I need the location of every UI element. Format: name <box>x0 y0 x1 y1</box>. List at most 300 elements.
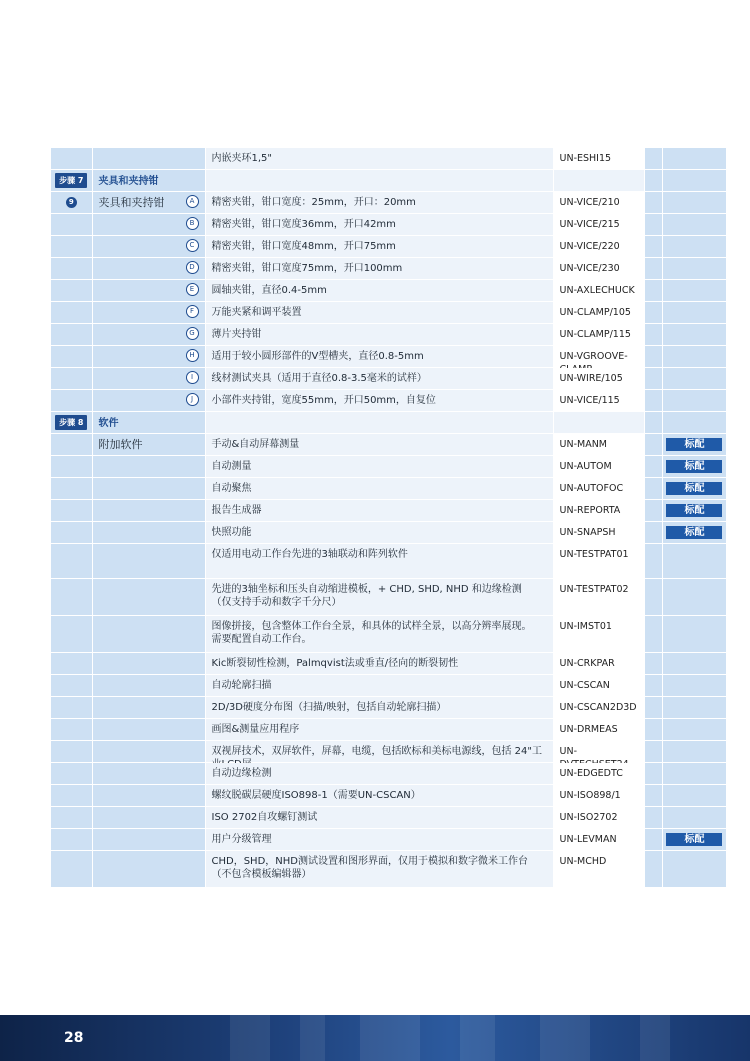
step-badge: 步骤 7 <box>55 173 87 188</box>
description-text: （仅支持手动和数字千分尺） <box>211 597 342 608</box>
option-letter-icon: J <box>186 393 199 406</box>
badge-cell <box>663 368 726 389</box>
description-cell <box>206 192 554 213</box>
spacer-cell <box>645 616 663 652</box>
description-cell <box>206 302 554 323</box>
description-cell <box>206 763 554 784</box>
standard-badge: 标配 <box>666 833 722 846</box>
spacer-cell <box>645 807 663 828</box>
product-code: UN-MCHD <box>559 856 607 867</box>
product-code: UN- <box>559 746 578 757</box>
description-cell <box>206 214 554 235</box>
step-cell <box>51 258 93 279</box>
product-code: UN-AUTOFOC <box>559 483 624 494</box>
section-title: 夹具和夹持钳 <box>98 176 159 187</box>
table-row <box>51 192 726 214</box>
badge-cell <box>663 390 726 411</box>
product-code: UN-CRKPAR <box>559 658 615 669</box>
badge-cell <box>663 829 726 850</box>
description-cell <box>206 544 554 578</box>
product-code: UN-LEVMAN <box>559 834 617 845</box>
step-cell <box>51 280 93 301</box>
table-row <box>51 434 726 456</box>
description-cell <box>206 324 554 345</box>
group-cell <box>93 697 206 718</box>
description-cell <box>206 434 554 455</box>
step-cell <box>51 829 93 850</box>
code-cell <box>554 763 645 784</box>
description-cell <box>206 522 554 543</box>
code-cell <box>554 368 645 389</box>
step-cell <box>51 236 93 257</box>
spacer-cell <box>645 522 663 543</box>
step-cell <box>51 302 93 323</box>
badge-cell <box>663 456 726 477</box>
description-text: 适用于较小圆形部件的V型槽夹，直径0.8-5mm <box>211 351 424 362</box>
code-cell <box>554 851 645 887</box>
description-text: 2D/3D硬度分布图（扫描/映射，包括自动轮廓扫描） <box>211 702 447 713</box>
code-cell <box>554 719 645 740</box>
description-text: 精密夹钳，钳口宽度：25mm，开口：20mm <box>211 197 416 208</box>
step-badge: 步骤 8 <box>55 415 87 430</box>
product-code: UN-VICE/220 <box>559 241 620 252</box>
spacer-cell <box>645 302 663 323</box>
description-cell <box>206 719 554 740</box>
spacer-cell <box>645 192 663 213</box>
description-text: 万能夹紧和调平装置 <box>211 307 302 318</box>
section-title: 软件 <box>98 418 119 429</box>
description-cell <box>206 280 554 301</box>
step-cell <box>51 675 93 696</box>
spacer-cell <box>645 236 663 257</box>
badge-cell <box>663 302 726 323</box>
group-cell <box>93 829 206 850</box>
product-code: UN-DRMEAS <box>559 724 618 735</box>
spacer-cell <box>645 412 663 433</box>
code-cell <box>554 785 645 806</box>
spacer-cell <box>645 478 663 499</box>
description-text: 圆轴夹钳，直径0.4-5mm <box>211 285 327 296</box>
product-code: UN-VICE/230 <box>559 263 620 274</box>
description-cell <box>206 368 554 389</box>
group-cell <box>93 522 206 543</box>
description-cell <box>206 346 554 367</box>
description-cell <box>206 653 554 674</box>
group-cell <box>93 412 206 433</box>
description-text: （不包含模板编辑器） <box>211 869 312 880</box>
code-cell <box>554 741 645 762</box>
group-cell <box>93 170 206 191</box>
step-cell <box>51 346 93 367</box>
group-cell <box>93 653 206 674</box>
code-cell <box>554 236 645 257</box>
description-cell <box>206 829 554 850</box>
table-row <box>51 258 726 280</box>
table-row <box>51 214 726 236</box>
code-cell <box>554 653 645 674</box>
code-cell <box>554 390 645 411</box>
badge-cell <box>663 785 726 806</box>
description-text: 图像拼接，包含整体工作台全景，和具体的试样全景，以高分辨率展现。 <box>211 621 532 632</box>
table-row <box>51 280 726 302</box>
description-text: CHD，SHD，NHD测试设置和图形界面，仅用于模拟和数字微米工作台 <box>211 856 528 867</box>
description-text: 手动&自动屏幕测量 <box>211 439 300 450</box>
badge-cell <box>663 236 726 257</box>
description-text: 自动轮廓扫描 <box>211 680 272 691</box>
badge-cell <box>663 719 726 740</box>
description-cell <box>206 851 554 887</box>
code-cell <box>554 412 645 433</box>
code-cell <box>554 500 645 521</box>
description-text: 自动聚焦 <box>211 483 252 494</box>
group-cell <box>93 807 206 828</box>
description-cell <box>206 579 554 615</box>
step-cell <box>51 478 93 499</box>
description-cell <box>206 456 554 477</box>
step-cell <box>51 719 93 740</box>
badge-cell <box>663 851 726 887</box>
description-text: 精密夹钳，钳口宽度75mm，开口100mm <box>211 263 403 274</box>
table-row <box>51 346 726 368</box>
description-text: 精密夹钳，钳口宽度48mm，开口75mm <box>211 241 396 252</box>
table-row <box>51 544 726 579</box>
description-text: 先进的3轴坐标和压头自动缩进模板，+ CHD, SHD, NHD 和边缘检测 <box>211 584 522 595</box>
step-cell <box>51 653 93 674</box>
table-row <box>51 741 726 763</box>
badge-cell <box>663 579 726 615</box>
description-cell <box>206 412 554 433</box>
step-cell <box>51 697 93 718</box>
spacer-cell <box>645 214 663 235</box>
description-cell <box>206 390 554 411</box>
spacer-cell <box>645 390 663 411</box>
step-cell <box>51 390 93 411</box>
description-cell <box>206 785 554 806</box>
spacer-cell <box>645 324 663 345</box>
table-row <box>51 697 726 719</box>
step-cell <box>51 785 93 806</box>
description-text: 报告生成器 <box>211 505 262 516</box>
group-cell <box>93 851 206 887</box>
step-cell <box>51 763 93 784</box>
spacer-cell <box>645 368 663 389</box>
description-cell <box>206 741 554 762</box>
badge-cell <box>663 697 726 718</box>
spacer-cell <box>645 434 663 455</box>
description-text: 精密夹钳，钳口宽度36mm，开口42mm <box>211 219 396 230</box>
table-row <box>51 719 726 741</box>
table-row <box>51 785 726 807</box>
option-letter-icon: F <box>186 305 199 318</box>
badge-cell <box>663 500 726 521</box>
description-text: ISO 2702自攻螺钉测试 <box>211 812 318 823</box>
group-cell <box>93 390 206 411</box>
table-row <box>51 390 726 412</box>
section-header-row <box>51 170 726 192</box>
group-cell <box>93 785 206 806</box>
group-label: 附加软件 <box>98 438 143 451</box>
group-cell <box>93 500 206 521</box>
description-cell <box>206 148 554 169</box>
badge-cell <box>663 258 726 279</box>
spacer-cell <box>645 500 663 521</box>
badge-cell <box>663 544 726 578</box>
table-row <box>51 653 726 675</box>
option-letter-icon: B <box>186 217 199 230</box>
group-cell <box>93 741 206 762</box>
code-cell <box>554 258 645 279</box>
description-text: 小部件夹持钳，宽度55mm，开口50mm，自复位 <box>211 395 436 406</box>
code-cell <box>554 280 645 301</box>
step-cell <box>51 616 93 652</box>
table-row <box>51 500 726 522</box>
description-cell <box>206 807 554 828</box>
standard-badge: 标配 <box>666 504 722 517</box>
badge-cell <box>663 653 726 674</box>
standard-badge: 标配 <box>666 438 722 451</box>
description-text: 仅适用电动工作台先进的3轴联动和阵列软件 <box>211 549 408 560</box>
code-cell <box>554 675 645 696</box>
code-cell <box>554 807 645 828</box>
table-row <box>51 829 726 851</box>
code-cell <box>554 324 645 345</box>
description-text: 自动测量 <box>211 461 252 472</box>
step-cell <box>51 456 93 477</box>
badge-cell <box>663 148 726 169</box>
group-cell <box>93 763 206 784</box>
description-text: 双视屏技术，双屏软件，屏幕，电缆，包括欧标和美标电源线，包括 24"工 <box>211 746 543 757</box>
group-cell <box>93 675 206 696</box>
page-number: 28 <box>64 1030 84 1046</box>
product-code: UN-TESTPAT02 <box>559 584 629 595</box>
description-cell <box>206 258 554 279</box>
option-letter-icon: D <box>186 261 199 274</box>
badge-cell <box>663 170 726 191</box>
product-code: UN-ISO2702 <box>559 812 618 823</box>
product-code: UN-VICE/215 <box>559 219 620 230</box>
product-code: UN-ESHI15 <box>559 153 612 164</box>
option-letter-icon: I <box>186 371 199 384</box>
description-text: 内嵌夹环1,5" <box>211 153 273 164</box>
spacer-cell <box>645 851 663 887</box>
group-cell <box>93 368 206 389</box>
product-code: UN-TESTPAT01 <box>559 549 629 560</box>
spacer-cell <box>645 170 663 191</box>
group-cell <box>93 258 206 279</box>
option-letter-icon: A <box>186 195 199 208</box>
description-cell <box>206 675 554 696</box>
product-code: UN-CLAMP/105 <box>559 307 631 318</box>
code-cell <box>554 192 645 213</box>
product-code: UN-VICE/115 <box>559 395 620 406</box>
product-code: UN-SNAPSH <box>559 527 616 538</box>
spacer-cell <box>645 456 663 477</box>
description-text: 薄片夹持钳 <box>211 329 262 340</box>
step-cell <box>51 412 93 433</box>
product-code: UN-CSCAN2D3D <box>559 702 637 713</box>
description-cell <box>206 697 554 718</box>
table-row <box>51 478 726 500</box>
step-cell <box>51 214 93 235</box>
product-code: UN-ISO898/1 <box>559 790 621 801</box>
table-row <box>51 579 726 616</box>
badge-cell <box>663 214 726 235</box>
code-cell <box>554 478 645 499</box>
badge-cell <box>663 522 726 543</box>
step-cell <box>51 741 93 762</box>
step-cell <box>51 500 93 521</box>
option-letter-icon: E <box>186 283 199 296</box>
group-cell <box>93 192 206 213</box>
group-cell <box>93 456 206 477</box>
spacer-cell <box>645 719 663 740</box>
step-cell <box>51 544 93 578</box>
badge-cell <box>663 741 726 762</box>
table-row <box>51 236 726 258</box>
table-row <box>51 522 726 544</box>
standard-badge: 标配 <box>666 460 722 473</box>
step-cell <box>51 807 93 828</box>
product-code: UN-WIRE/105 <box>559 373 623 384</box>
table-row <box>51 675 726 697</box>
spacer-cell <box>645 785 663 806</box>
code-cell <box>554 434 645 455</box>
group-cell <box>93 236 206 257</box>
section-header-row <box>51 412 726 434</box>
table-row <box>51 148 726 170</box>
product-code: UN-REPORTA <box>559 505 621 516</box>
spacer-cell <box>645 763 663 784</box>
description-text: 螺纹脱碳层硬度ISO898-1（需要UN-CSCAN） <box>211 790 421 801</box>
code-cell <box>554 579 645 615</box>
badge-cell <box>663 346 726 367</box>
code-cell <box>554 214 645 235</box>
code-cell <box>554 697 645 718</box>
product-code: UN-CSCAN <box>559 680 610 691</box>
table-row <box>51 763 726 785</box>
code-cell <box>554 829 645 850</box>
table-row <box>51 324 726 346</box>
description-text: Kic断裂韧性检测，Palmqvist法或垂直/径向的断裂韧性 <box>211 658 459 669</box>
footer-band <box>0 1015 750 1061</box>
code-cell <box>554 346 645 367</box>
product-code: UN-EDGEDTC <box>559 768 623 779</box>
step-cell <box>51 851 93 887</box>
spacer-cell <box>645 280 663 301</box>
badge-cell <box>663 434 726 455</box>
option-letter-icon: G <box>186 327 199 340</box>
step-cell <box>51 522 93 543</box>
group-cell <box>93 280 206 301</box>
group-cell <box>93 434 206 455</box>
table-row <box>51 807 726 829</box>
code-cell <box>554 302 645 323</box>
spec-table <box>51 148 726 888</box>
code-cell <box>554 616 645 652</box>
product-code: UN-AUTOM <box>559 461 612 472</box>
group-cell <box>93 478 206 499</box>
standard-badge: 标配 <box>666 526 722 539</box>
step-cell <box>51 324 93 345</box>
product-code: UN-AXLECHUCK <box>559 285 635 296</box>
description-cell <box>206 478 554 499</box>
description-text: 需要配置自动工作台。 <box>211 634 312 645</box>
group-cell <box>93 302 206 323</box>
description-cell <box>206 500 554 521</box>
badge-cell <box>663 807 726 828</box>
badge-cell <box>663 763 726 784</box>
code-cell <box>554 522 645 543</box>
description-text: 线材测试夹具（适用于直径0.8-3.5毫米的试样） <box>211 373 427 384</box>
badge-cell <box>663 324 726 345</box>
spacer-cell <box>645 653 663 674</box>
group-cell <box>93 719 206 740</box>
table-row <box>51 456 726 478</box>
option-letter-icon: C <box>186 239 199 252</box>
spacer-cell <box>645 579 663 615</box>
badge-cell <box>663 280 726 301</box>
badge-cell <box>663 616 726 652</box>
product-code: UN-MANM <box>559 439 608 450</box>
product-code: UN-VGROOVE- <box>559 351 628 362</box>
group-cell <box>93 346 206 367</box>
spacer-cell <box>645 148 663 169</box>
group-cell <box>93 579 206 615</box>
description-cell <box>206 236 554 257</box>
table-row <box>51 851 726 888</box>
standard-badge: 标配 <box>666 482 722 495</box>
group-cell <box>93 148 206 169</box>
table-row <box>51 368 726 390</box>
product-code: UN-VICE/210 <box>559 197 620 208</box>
badge-cell <box>663 192 726 213</box>
description-text: 用户分级管理 <box>211 834 272 845</box>
table-row <box>51 616 726 653</box>
description-text: 自动边缘检测 <box>211 768 272 779</box>
group-label: 夹具和夹持钳 <box>98 196 165 209</box>
code-cell <box>554 456 645 477</box>
spacer-cell <box>645 258 663 279</box>
spacer-cell <box>645 544 663 578</box>
product-code: UN-CLAMP/115 <box>559 329 631 340</box>
description-text: 画图&测量应用程序 <box>211 724 300 735</box>
description-cell <box>206 616 554 652</box>
group-cell <box>93 616 206 652</box>
spacer-cell <box>645 697 663 718</box>
step-cell <box>51 579 93 615</box>
step-cell <box>51 148 93 169</box>
description-text: 快照功能 <box>211 527 252 538</box>
spacer-cell <box>645 346 663 367</box>
item-number-badge: 9 <box>66 197 77 208</box>
badge-cell <box>663 675 726 696</box>
group-cell <box>93 324 206 345</box>
group-cell <box>93 214 206 235</box>
code-cell <box>554 170 645 191</box>
spacer-cell <box>645 829 663 850</box>
step-cell <box>51 434 93 455</box>
step-cell <box>51 192 93 213</box>
option-letter-icon: H <box>186 349 199 362</box>
code-cell <box>554 148 645 169</box>
badge-cell <box>663 478 726 499</box>
product-code: UN-IMST01 <box>559 621 612 632</box>
group-cell <box>93 544 206 578</box>
spacer-cell <box>645 675 663 696</box>
step-cell <box>51 368 93 389</box>
description-cell <box>206 170 554 191</box>
code-cell <box>554 544 645 578</box>
